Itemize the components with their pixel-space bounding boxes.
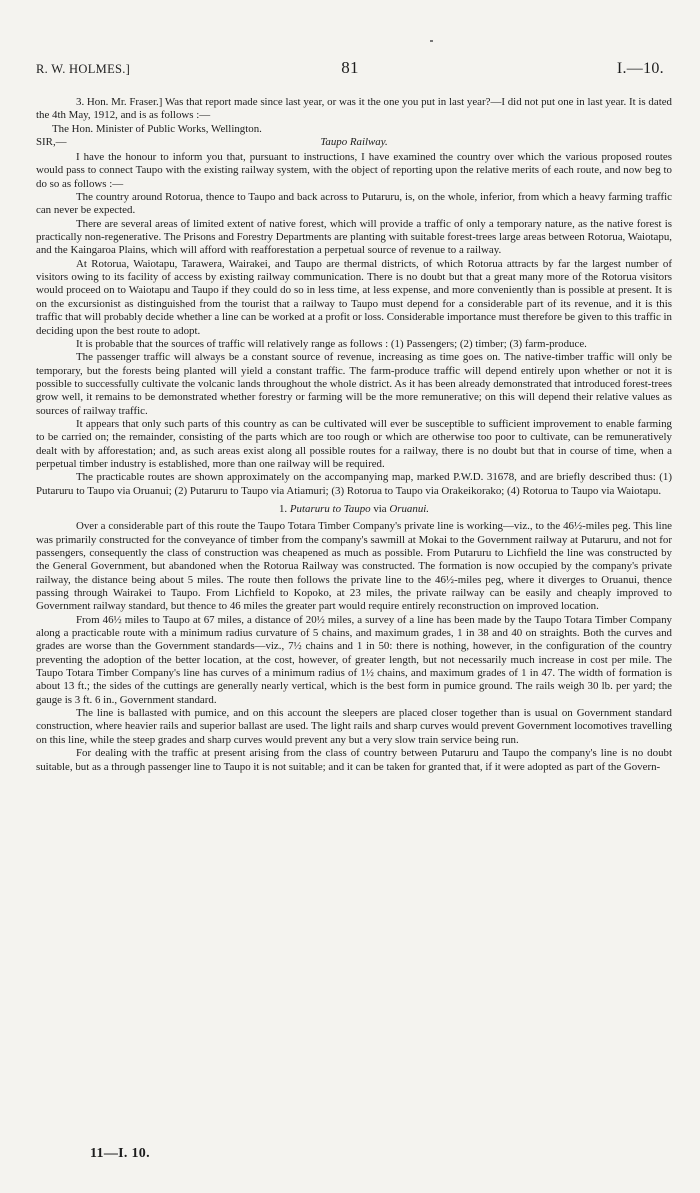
header-paper-reference: I.—10. [616, 60, 664, 77]
page-footer-signature: 11—I. 10. [90, 1146, 150, 1161]
paragraph: The line is ballasted with pumice, and on this account the sleepers are placed closer together than is usual on Government standard construction, where heavier rails and superior ballast are used. The light rails and sharp curves would prevent Government locomotives travelling on this line, while the steep grades and sharp curves would prevent any but a very slow train service being run. [36, 707, 672, 746]
body-text [36, 96, 672, 774]
paragraph: The practicable routes are shown approximately on the accompanying map, marked P.W.D. 31678, and are briefly described thus: (1) Putaruru to Taupo via Oruanui; (2) Putaruru to Taupo via Atiamuri; (3) Rotorua to Taupo via Orakeikorako; (4) Rotorua to Taupo via Waiotapu. [36, 471, 672, 497]
paragraph: The country around Rotorua, thence to Taupo and back across to Putaruru, is, on the whole, inferior, from which a heavy farming traffic can never be expected. [36, 191, 672, 217]
paragraph: From 46½ miles to Taupo at 67 miles, a distance of 20½ miles, a survey of a line has been made by the Taupo Totara Timber Company along a practicable route with a minimum radius curvature of 5 chains, and maximum grades, 1 in 38 and 40 on straights. Both the curves and grades are worse than the Government standards—viz., 7½ chains and 1 in 50: there is nothing, however, in the configuration of the country preventing the adoption of the better location, at the cost, however, of greater length, but not necessarily much increase in cost per mile. The Taupo Totara Timber Company's line has curves of a minimum radius of 1½ chains, and maximum grades of 1 in 47. The width of formation is about 13 ft.; the sides of the cuttings are generally nearly vertical, which is the best form in pumice ground. The rails weigh 30 lb. per yard; the gauge is 3 ft. 6 in., Government standard. [36, 613, 672, 706]
letter-addressee: The Hon. Minister of Public Works, Wellington. [52, 122, 262, 135]
page-header [36, 58, 664, 82]
letter-title: Taupo Railway. [320, 136, 388, 149]
scan-speck [430, 40, 433, 42]
section-place: Oruanui. [389, 502, 430, 515]
paragraph: I have the honour to inform you that, pursuant to instructions, I have examined the country over which the various proposed routes would pass to connect Taupo with the existing railway system, with the object of reporting upon the relative merits of each route, and now beg to do so as follows :— [36, 151, 672, 190]
question-paragraph: 3. Hon. Mr. Fraser.] Was that report made since last year, or was it the one you put in last year?—I did not put one in last year. It is dated the 4th May, 1912, and is as follows :— [36, 96, 672, 122]
section-title: Putaruru to Taupo [289, 502, 371, 515]
section-number: 1. [278, 502, 288, 515]
header-page-number: 81 [341, 58, 359, 77]
paragraph: For dealing with the traffic at present arising from the class of country between Putaruru and Taupo the company's line is no doubt suitable, but as a through passenger line to Taupo it is not suitable; and it can be taken for granted that, if it were adopted as part of the Govern- [36, 747, 672, 773]
paragraph: It appears that only such parts of this country as can be cultivated will ever be susceptible to sufficient improvement to enable farming to be carried on; the remainder, consisting of the parts which are too rough or which are otherwise too poor to cultivate, can be remuneratively dealt with by afforestation; and, as such areas exist along all possible routes for a railway, there is no doubt but that in course of time, when a perpetual timber industry is established, more than one railway will be required. [36, 417, 672, 470]
salutation-row [36, 136, 672, 150]
paragraph: It is probable that the sources of traffic will relatively range as follows : (1) Passengers; (2) timber; (3) farm-produce. [76, 337, 587, 350]
paragraph: The passenger traffic will always be a constant source of revenue, increasing as time goes on. The native-timber traffic will only be temporary, but the forests being planted will yield a constant traffic. The farm-produce traffic will depend entirely upon whether or not it is possible to successfully cultivate the volcanic lands throughout the whole district. As it has been already demonstrated that introduced forest-trees grow well, it remains to be demonstrated whether forestry or farming will be the more remunerative; on this will depend their relative values as sources of railway traffic. [36, 351, 672, 417]
paragraph: At Rotorua, Waiotapu, Tarawera, Wairakei, and Taupo are thermal districts, of which Rotorua attracts by far the largest number of visitors owing to its facility of access by existing railway communication. There is no doubt but that a great many more of the Rotorua visitors would proceed on to Waiotapu and Taupo if they could do so in less time, at less expense, and more conveniently than is possible at present. It is on the excursionist as distinguished from the tourist that a railway to Taupo must depend for a considerable part of its revenue, and it is this traffic that will probably decide whether a line can be worked at a profit or loss. Considerable importance must therefore be given to this traffic in deciding upon the best route to adopt. [36, 257, 672, 337]
section-via: via [373, 502, 387, 515]
header-witness-name: R. W. HOLMES.] [36, 62, 131, 76]
paragraph: Over a considerable part of this route the Taupo Totara Timber Company's private line is working—viz., to the 46½-miles peg. This line was primarily constructed for the conveyance of timber from the company's sawmill at Mokai to the Government railway at Putaruru, and not for passengers, consequently the class of construction was cheapened as much as possible. From Putaruru to Lichfield the line was constructed by the General Government, but abandoned when the Rotorua Railway was constructed. The formation is now occupied by the company's private railway, the distance being about 5 miles. The route then follows the private line to the 46½-miles peg, where it diverges to Oruanui, thence passing through Wairakei to Taupo. From Lichfield to Kopoko, at 23 miles, the private railway can be easily and cheaply improved to Government railway standard, but thence to 46 miles the greater part would require entirely reconstruction on improved location. [36, 520, 672, 613]
letter-salutation: SIR,— [36, 136, 67, 149]
paragraph: There are several areas of limited extent of native forest, which will provide a traffic of only a temporary nature, as the native forest is practically non-regenerative. The Prisons and Forestry Departments are planting with suitable forest-trees large areas between Rotorua, Waiotapu, and the Kaingaroa Plains, which will afford with reafforestation a perpetual source of revenue to a railway. [36, 217, 672, 257]
section-heading [36, 503, 672, 516]
